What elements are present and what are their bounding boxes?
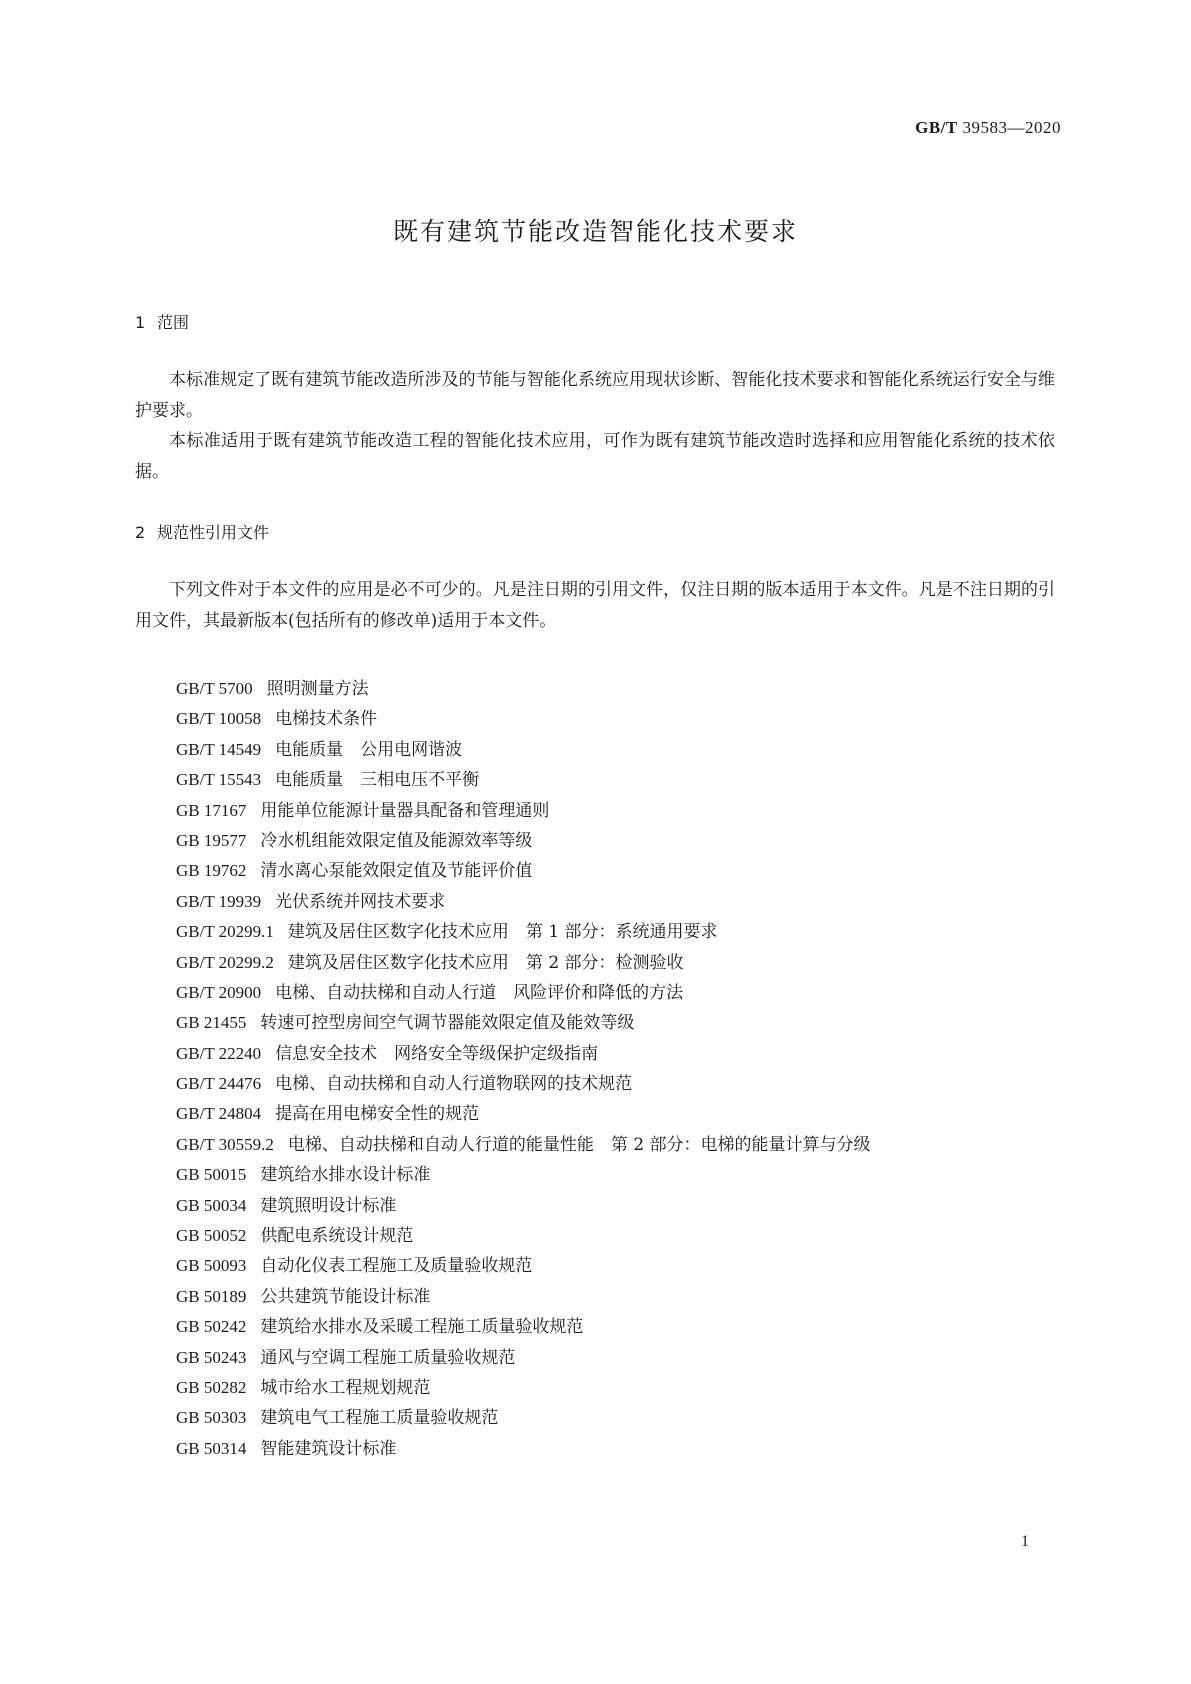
reference-code: GB 50303 [176, 1408, 247, 1428]
reference-code: GB 19762 [176, 861, 247, 881]
section-1-paragraph-2: 本标准适用于既有建筑节能改造工程的智能化技术应用，可作为既有建筑节能改造时选择和应用智能化系统的技术依据。 [135, 431, 1055, 482]
reference-code: GB 50189 [176, 1286, 247, 1306]
reference-title: 电梯、自动扶梯和自动人行道的能量性能 第 2 部分：电梯的能量计算与分级 [287, 1134, 871, 1155]
reference-code: GB/T 5700 [176, 679, 253, 698]
reference-title: 电梯、自动扶梯和自动人行道物联网的技术规范 [275, 1074, 633, 1095]
reference-code: GB/T 24476 [176, 1074, 262, 1094]
reference-title: 电能质量 三相电压不平衡 [275, 770, 480, 791]
reference-code: GB 50242 [176, 1317, 247, 1337]
reference-item [176, 1343, 871, 1373]
reference-item [176, 856, 871, 886]
reference-item [176, 796, 871, 826]
reference-code: GB/T 22240 [176, 1043, 262, 1063]
reference-item [176, 948, 871, 978]
reference-title: 光伏系统并网技术要求 [275, 891, 446, 912]
reference-title: 电梯技术条件 [275, 709, 378, 730]
reference-code: GB/T 19939 [176, 891, 262, 911]
reference-title: 电梯、自动扶梯和自动人行道 风险评价和降低的方法 [275, 982, 684, 1003]
section-number: 2 [135, 523, 146, 542]
reference-item [176, 1403, 871, 1433]
reference-code: GB 17167 [176, 800, 247, 820]
reference-title: 城市给水工程规划规范 [260, 1377, 431, 1398]
reference-code: GB/T 24804 [176, 1104, 262, 1124]
reference-code: GB 50243 [176, 1347, 247, 1367]
reference-code: GB/T 30559.2 [176, 1134, 274, 1154]
reference-code: GB/T 20299.2 [176, 952, 274, 972]
reference-title: 建筑照明设计标准 [260, 1195, 397, 1216]
reference-code: GB/T 20299.1 [176, 922, 274, 942]
reference-code: GB/T 20900 [176, 982, 262, 1002]
standard-code-prefix: GB/T [915, 118, 958, 137]
reference-title: 建筑给水排水设计标准 [260, 1165, 431, 1186]
reference-item [176, 887, 871, 917]
reference-item [176, 704, 871, 734]
reference-title: 建筑及居住区数字化技术应用 第 1 部分：系统通用要求 [287, 922, 718, 943]
reference-code: GB/T 10058 [176, 709, 262, 729]
reference-title: 冷水机组能效限定值及能源效率等级 [260, 830, 533, 851]
reference-code: GB 21455 [176, 1013, 247, 1033]
reference-title: 信息安全技术 网络安全等级保护定级指南 [275, 1043, 599, 1064]
reference-code: GB 50282 [176, 1377, 247, 1397]
section-title: 规范性引用文件 [157, 523, 270, 542]
reference-item [176, 1312, 871, 1342]
reference-title: 用能单位能源计量器具配备和管理通则 [260, 800, 550, 821]
section-1-heading [135, 310, 189, 333]
reference-item [176, 917, 871, 947]
reference-item [176, 1008, 871, 1038]
reference-item [176, 1099, 871, 1129]
page-number: 1 [1021, 1533, 1029, 1550]
reference-title: 电能质量 公用电网谐波 [275, 739, 463, 760]
reference-item [176, 674, 871, 704]
reference-item [176, 1069, 871, 1099]
reference-item [176, 1130, 871, 1160]
document-title: 既有建筑节能改造智能化技术要求 [392, 217, 798, 246]
reference-item [176, 826, 871, 856]
reference-item [176, 1373, 871, 1403]
reference-title: 清水离心泵能效限定值及节能评价值 [260, 861, 533, 882]
section-title: 范围 [157, 313, 190, 332]
reference-code: GB 19577 [176, 830, 247, 850]
reference-item [176, 735, 871, 765]
reference-title: 供配电系统设计规范 [260, 1226, 414, 1247]
reference-title: 智能建筑设计标准 [260, 1438, 397, 1459]
reference-code: GB 50093 [176, 1256, 247, 1276]
reference-code: GB/T 15543 [176, 770, 262, 790]
section-2-paragraph-1: 下列文件对于本文件的应用是必不可少的。凡是注日期的引用文件，仅注日期的版本适用于本文件。凡是不注日期的引用文件，其最新版本(包括所有的修改单)适用于本文件。 [135, 580, 1055, 631]
reference-title: 照明测量方法 [266, 679, 369, 699]
reference-item [176, 1191, 871, 1221]
reference-item [176, 765, 871, 795]
reference-item [176, 1039, 871, 1069]
reference-item [176, 1221, 871, 1251]
reference-title: 建筑电气工程施工质量验收规范 [260, 1408, 499, 1429]
section-1-paragraph-1: 本标准规定了既有建筑节能改造所涉及的节能与智能化系统应用现状诊断、智能化技术要求和智能化系统运行安全与维护要求。 [135, 370, 1055, 421]
reference-code: GB 50052 [176, 1226, 247, 1246]
reference-title: 通风与空调工程施工质量验收规范 [260, 1347, 516, 1368]
reference-title: 提高在用电梯安全性的规范 [275, 1104, 480, 1125]
reference-item [176, 1160, 871, 1190]
standard-code [915, 118, 1061, 138]
reference-code: GB 50015 [176, 1165, 247, 1185]
section-2-heading [135, 520, 269, 543]
normative-references-list [176, 674, 871, 1464]
reference-item [176, 1282, 871, 1312]
reference-title: 转速可控型房间空气调节器能效限定值及能效等级 [260, 1013, 635, 1034]
reference-code: GB/T 14549 [176, 739, 262, 759]
section-number: 1 [135, 313, 146, 332]
reference-item [176, 1251, 871, 1281]
reference-item [176, 978, 871, 1008]
reference-title: 公共建筑节能设计标准 [260, 1286, 431, 1307]
reference-title: 建筑及居住区数字化技术应用 第 2 部分：检测验收 [287, 952, 684, 973]
standard-code-number: 39583—2020 [962, 118, 1061, 137]
reference-code: GB 50314 [176, 1438, 247, 1458]
reference-title: 建筑给水排水及采暖工程施工质量验收规范 [260, 1317, 584, 1338]
reference-code: GB 50034 [176, 1195, 247, 1215]
reference-item [176, 1434, 871, 1464]
reference-title: 自动化仪表工程施工及质量验收规范 [260, 1256, 533, 1277]
